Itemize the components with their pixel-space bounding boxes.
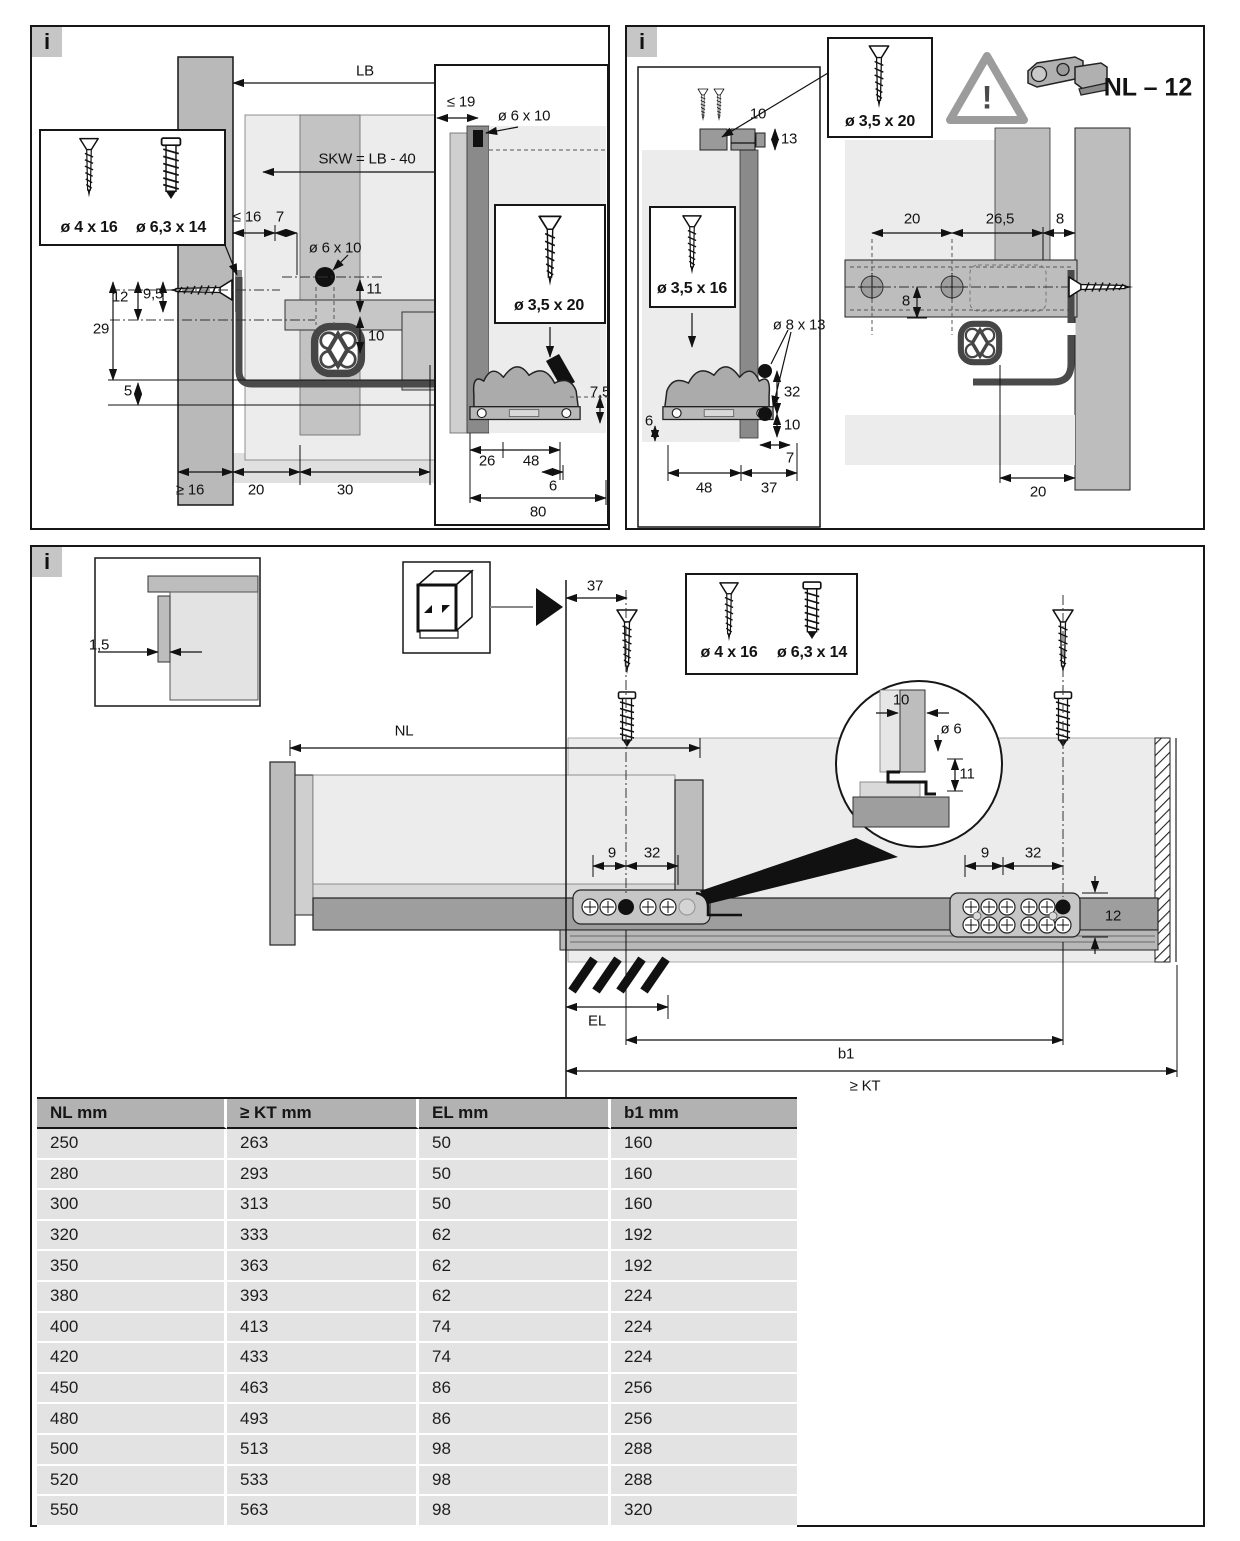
table-row <box>37 1466 797 1497</box>
table-row <box>37 1129 797 1160</box>
table-cell: 74 <box>419 1343 611 1374</box>
dim-label: 7,5 <box>589 383 611 401</box>
dim-label: 30 <box>336 481 354 499</box>
screw-spec-label: ø 4 x 16 <box>60 219 118 236</box>
part-label: NL – 12 <box>1103 73 1193 102</box>
table-cell: 493 <box>227 1404 419 1435</box>
info-icon <box>32 547 62 577</box>
table-cell: 192 <box>611 1221 797 1252</box>
table-cell: 480 <box>37 1404 227 1435</box>
table-row <box>37 1190 797 1221</box>
table-cell: 86 <box>419 1404 611 1435</box>
info-glyph: i <box>43 549 51 574</box>
table-cell: 400 <box>37 1313 227 1344</box>
dim-label: ≤ 16 <box>232 208 262 226</box>
rear-mounting-plate <box>950 893 1080 937</box>
table-cell: 300 <box>37 1190 227 1221</box>
table-row <box>37 1221 797 1252</box>
table-cell: 224 <box>611 1313 797 1344</box>
dim-label: NL <box>394 722 414 740</box>
table-cell: 256 <box>611 1404 797 1435</box>
table-cell: 192 <box>611 1251 797 1282</box>
table-cell: 380 <box>37 1282 227 1313</box>
dim-label: 11 <box>959 765 975 783</box>
table-cell: 160 <box>611 1129 797 1160</box>
table-cell: 533 <box>227 1466 419 1497</box>
table-row <box>37 1404 797 1435</box>
dim-label: 9 <box>980 844 990 862</box>
info-glyph: i <box>638 29 646 54</box>
dim-label: 12 <box>1104 907 1122 925</box>
rear-bracket-section-view <box>845 128 1133 490</box>
warning-exclamation: ! <box>981 79 993 116</box>
table-cell: 50 <box>419 1129 611 1160</box>
table-row <box>37 1160 797 1191</box>
dim-label: ø 6 <box>940 720 962 738</box>
screw-spec-label: ø 3,5 x 20 <box>844 113 916 130</box>
dim-label: 26,5 <box>985 210 1015 228</box>
table-cell: 420 <box>37 1343 227 1374</box>
pointer-arrow-icon <box>536 588 563 626</box>
front-gap-detail-box <box>95 558 260 706</box>
dim-label: 48 <box>695 479 713 497</box>
table-cell: 280 <box>37 1160 227 1191</box>
table-cell: 62 <box>419 1251 611 1282</box>
table-row <box>37 1282 797 1313</box>
table-cell: 263 <box>227 1129 419 1160</box>
dim-label: 32 <box>1024 844 1042 862</box>
dim-label: 1,5 <box>88 636 110 654</box>
rail-profile-icon <box>961 324 999 362</box>
screw-spec-label: ø 3,5 x 20 <box>513 297 585 314</box>
table-cell: 413 <box>227 1313 419 1344</box>
dim-label: 6 <box>548 477 558 495</box>
dim-label: 32 <box>643 844 661 862</box>
screw-icon <box>617 610 637 674</box>
drill-hole <box>618 899 634 915</box>
table-cell: 313 <box>227 1190 419 1221</box>
dim-label: 10 <box>749 105 767 123</box>
dim-label: EL <box>588 1012 606 1030</box>
dim-label: 37 <box>760 479 778 497</box>
table-cell: 450 <box>37 1374 227 1405</box>
dim-label: 37 <box>586 577 604 595</box>
info-glyph: i <box>43 29 51 54</box>
table-cell: 74 <box>419 1313 611 1344</box>
info-icon <box>32 27 62 57</box>
table-cell: 563 <box>227 1496 419 1527</box>
inset-front-fixing-view <box>435 65 611 525</box>
screw-spec-label: ø 3,5 x 16 <box>656 280 728 297</box>
drill-hole <box>758 364 772 378</box>
table-cell: 98 <box>419 1496 611 1527</box>
dim-label: 20 <box>1029 483 1047 501</box>
dim-label: 10 <box>367 327 385 345</box>
info-icon <box>627 27 657 57</box>
table-cell: 224 <box>611 1282 797 1313</box>
table-cell: 256 <box>611 1374 797 1405</box>
table-cell: 160 <box>611 1160 797 1191</box>
table-cell: 98 <box>419 1435 611 1466</box>
cabinet-icon-box <box>403 562 563 653</box>
table-cell: 550 <box>37 1496 227 1527</box>
dim-label: 6 <box>644 412 654 430</box>
dim-label: ø 6 x 10 <box>308 239 362 257</box>
table-cell: 50 <box>419 1190 611 1221</box>
dim-label: LB <box>356 62 374 80</box>
dim-label: 11 <box>366 280 382 298</box>
table-cell: 320 <box>37 1221 227 1252</box>
screw-spec-label: ø 6,3 x 14 <box>776 644 848 661</box>
dim-label: 13 <box>780 130 798 148</box>
table-cell: 50 <box>419 1160 611 1191</box>
size-table-header <box>37 1099 797 1129</box>
dim-label: 48 <box>522 452 540 470</box>
dim-label: 80 <box>529 503 547 521</box>
drill-hole <box>473 130 483 147</box>
dim-label: 7 <box>785 449 795 467</box>
dim-label: ≥ 16 <box>175 481 205 499</box>
table-cell: 333 <box>227 1221 419 1252</box>
dim-label: b1 <box>837 1045 855 1063</box>
table-cell: 288 <box>611 1466 797 1497</box>
dim-label: 9,5 <box>142 285 164 303</box>
table-cell: 463 <box>227 1374 419 1405</box>
dim-label: 32 <box>783 383 801 401</box>
table-cell: 224 <box>611 1343 797 1374</box>
column-header: NL mm <box>37 1099 227 1129</box>
table-cell: 288 <box>611 1435 797 1466</box>
dim-label: 10 <box>783 416 801 434</box>
dim-label: ø 6 x 10 <box>497 107 551 125</box>
column-header: ≥ KT mm <box>227 1099 419 1129</box>
dim-label: ≥ KT <box>849 1077 881 1095</box>
dim-label: 10 <box>892 691 910 709</box>
dim-label: 5 <box>123 382 133 400</box>
dim-label: 8 <box>901 292 911 310</box>
table-cell: 160 <box>611 1190 797 1221</box>
dim-label: 9 <box>607 844 617 862</box>
dim-label: 26 <box>478 452 496 470</box>
dim-label: ø 8 x 13 <box>772 316 826 334</box>
table-cell: 513 <box>227 1435 419 1466</box>
screw-spec-label: ø 4 x 16 <box>700 644 758 661</box>
table-cell: 98 <box>419 1466 611 1497</box>
table-cell: 62 <box>419 1221 611 1252</box>
table-row <box>37 1374 797 1405</box>
table-row <box>37 1435 797 1466</box>
dim-label: 20 <box>247 481 265 499</box>
table-cell: 320 <box>611 1496 797 1527</box>
table-cell: 500 <box>37 1435 227 1466</box>
table-cell: 293 <box>227 1160 419 1191</box>
dim-label: 7 <box>275 208 285 226</box>
dim-label: ≤ 19 <box>446 93 476 111</box>
table-cell: 350 <box>37 1251 227 1282</box>
table-cell: 433 <box>227 1343 419 1374</box>
screw-spec-label: ø 6,3 x 14 <box>135 219 207 236</box>
table-row <box>37 1496 797 1527</box>
table-cell: 86 <box>419 1374 611 1405</box>
table-row <box>37 1313 797 1344</box>
column-header: EL mm <box>419 1099 611 1129</box>
table-row <box>37 1251 797 1282</box>
rail-profile-icon <box>315 327 362 374</box>
dim-label: 8 <box>1055 210 1065 228</box>
table-cell: 250 <box>37 1129 227 1160</box>
clip-part-icon <box>1028 57 1107 95</box>
size-table <box>37 1097 797 1527</box>
drill-hole <box>758 407 772 421</box>
dim-label: 12 <box>111 288 129 306</box>
table-cell: 520 <box>37 1466 227 1497</box>
table-cell: 393 <box>227 1282 419 1313</box>
dim-label: 29 <box>92 320 110 338</box>
table-cell: 363 <box>227 1251 419 1282</box>
size-table-body <box>37 1129 797 1527</box>
drill-hole <box>1056 900 1071 915</box>
dim-label: 20 <box>903 210 921 228</box>
column-header: b1 mm <box>611 1099 797 1129</box>
table-row <box>37 1343 797 1374</box>
table-cell: 62 <box>419 1282 611 1313</box>
dim-label: SKW = LB - 40 <box>318 150 416 168</box>
